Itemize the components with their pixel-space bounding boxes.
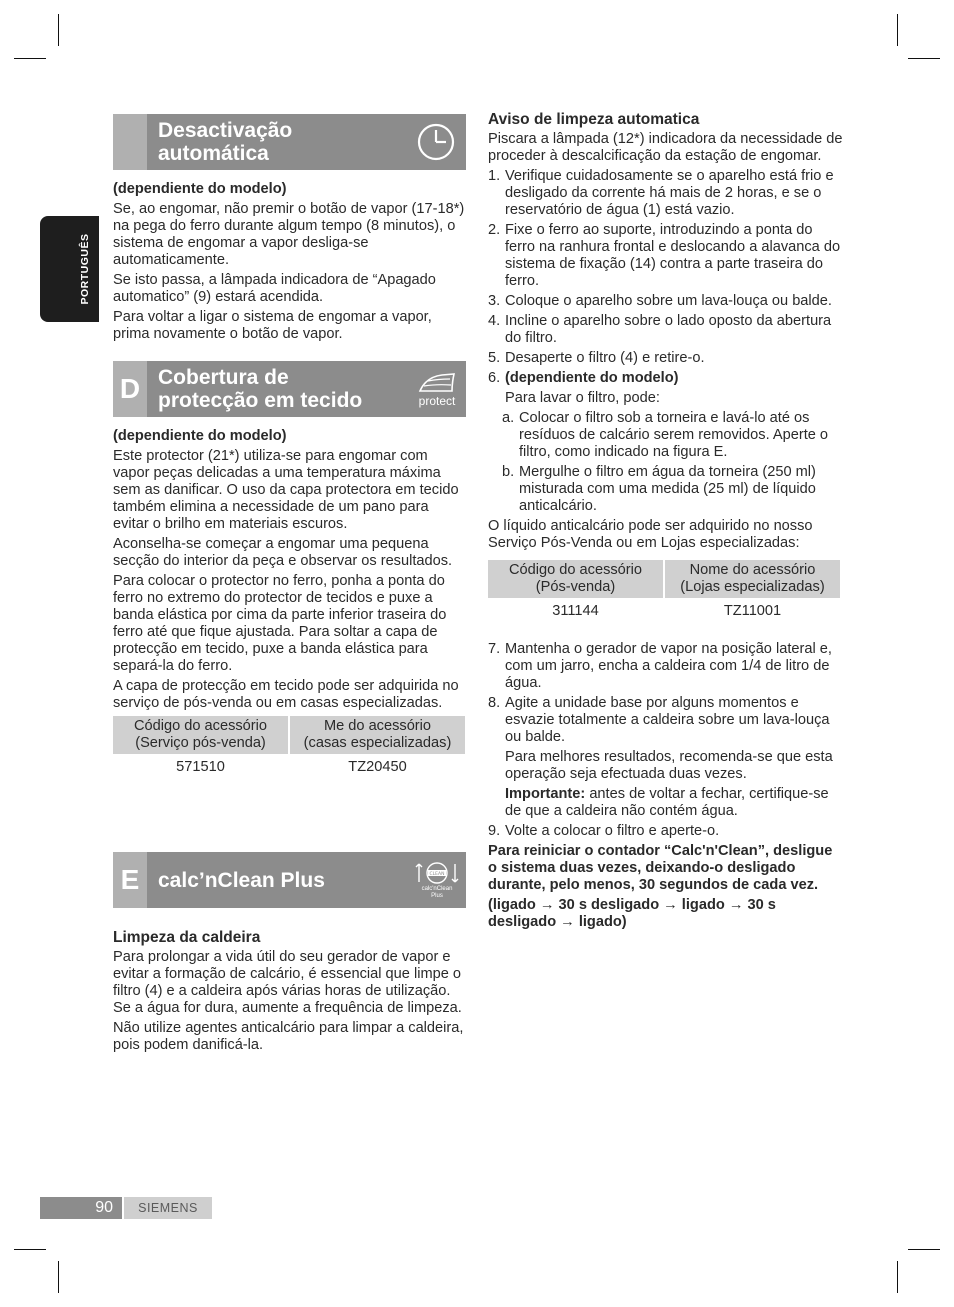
paragraph: Aconselha-se começar a engomar uma pequena secção do interior da peça e observar os resultados. [113, 536, 453, 569]
section-body-e [113, 929, 469, 1057]
paragraph: Se, ao engomar, não premir o botão de vapor (17-18*) na pega do ferro durante algum tempo (8 minutos), o sistema de engomar a vapor desliga-se automaticamente. [113, 201, 465, 268]
icon-label: calc'nClean Plus [421, 886, 453, 899]
model-note: (dependiente do modelo) [113, 428, 287, 444]
table-cell: 311144 [552, 603, 599, 619]
crop-mark [58, 1261, 59, 1293]
crop-mark [14, 58, 46, 59]
section-header-auto-off [113, 114, 466, 170]
paragraph: Piscara a lâmpada (12*) indicadora da necessidade de proceder à descalcificação da estação de engomar. [488, 131, 843, 164]
table-cell: 571510 [176, 759, 225, 775]
table-header-code: Código do acessório (Serviço pós-venda) [113, 716, 288, 754]
list-item: 8. Agite a unidade base por alguns momentos e esvazie totalmente a caldeira sobre um lava-louça ou balde. Para melhores resultados, recomenda-se que esta operação seja efectuada duas vezes. Importante: antes de voltar a fechar, certifique-se de que a caldeira não contém água. [488, 695, 843, 820]
important-note: Importante: antes de voltar a fechar, certifique-se de que a caldeira não contém água. [505, 786, 829, 819]
page-number: 90 [40, 1197, 122, 1219]
reset-instruction: Para reiniciar o contador “Calc'n'Clean”, desligue o sistema duas vezes, deixando-o desligado durante, pelo menos, 30 segundos de cada vez. [488, 843, 833, 893]
section-title: calc’nClean Plus [158, 868, 325, 892]
calc-n-clean-icon [408, 852, 466, 908]
crop-mark [908, 58, 940, 59]
paragraph: Não utilize agentes anticalcário para limpar a caldeira, pois podem danificá-la. [113, 1020, 464, 1053]
table-cell: TZ11001 [723, 603, 782, 619]
iron-protect-icon [408, 361, 466, 417]
accessory-table [486, 560, 842, 625]
steps-list [488, 641, 843, 840]
crop-mark [897, 1261, 898, 1293]
list-item: 2. Fixe o ferro ao suporte, introduzindo a ponta do ferro na ranhura frontal e deslocando a alavanca do sistema de fixação (14) contra a parte traseira do ferro. [488, 222, 841, 289]
language-tab [40, 216, 99, 322]
paragraph: Para melhores resultados, recomenda-se que esta operação seja efectuada duas vezes. [505, 749, 833, 782]
crop-mark [14, 1249, 46, 1250]
section-body-d [113, 428, 467, 781]
list-item: 4. Incline o aparelho sobre o lado oposto da abertura do filtro. [488, 313, 832, 346]
table-row [488, 598, 840, 625]
step6-intro: Para lavar o filtro, pode: [505, 390, 660, 406]
table-header-name: Nome do acessório (Lojas especializadas) [665, 560, 840, 598]
table-cell: TZ20450 [348, 759, 407, 775]
section-letter: E [113, 852, 147, 908]
section-letter: D [113, 361, 147, 417]
paragraph: Para colocar o protector no ferro, ponha a ponta do ferro no extremo do protector de tecidos e puxe a banda elástica por cima da parte inferior traseira do ferro até que fique ajustada. Para soltar a capa de protecção em tecido, puxe a banda elástica para separá-la do ferro. [113, 573, 447, 674]
table-row [113, 754, 465, 781]
subheading: Limpeza da caldeira [113, 929, 261, 946]
sub-list [502, 410, 843, 515]
accessory-table [111, 716, 467, 781]
list-item: 3. Coloque o aparelho sobre um lava-louça ou balde. [488, 293, 832, 309]
list-item: a. Colocar o filtro sob a torneira e lavá-lo até os resíduos de calcário serem removidos. Aperte o filtro, como indicado na figura E. [502, 410, 829, 460]
paragraph: Para prolongar a vida útil do seu gerador de vapor e evitar a formação de calcário, é essencial que limpe o filtro (4) e a caldeira após várias horas de utilização. Se a água for dura, aumente a frequência de limpeza. [113, 949, 462, 1016]
crop-mark [908, 1249, 940, 1250]
model-note: (dependiente do modelo) [113, 181, 287, 197]
crop-mark [897, 14, 898, 46]
paragraph: Para voltar a ligar o sistema de engomar a vapor, prima novamente o botão de vapor. [113, 309, 432, 342]
steps-list [488, 168, 843, 515]
list-item: b. Mergulhe o filtro em água da torneira (250 ml) misturada com uma medida (25 ml) de líquido anticalcário. [502, 464, 816, 514]
paragraph: O líquido anticalcário pode ser adquirido no nosso Serviço Pós-Venda ou em Lojas especializadas: [488, 518, 813, 551]
list-item: 9. Volte a colocar o filtro e aperte-o. [488, 823, 720, 839]
icon-label: protect [418, 393, 456, 408]
crop-mark [58, 14, 59, 46]
subheading: Aviso de limpeza automatica [488, 111, 700, 128]
brand-label: SIEMENS [124, 1197, 212, 1219]
table-header-code: Código do acessório (Pós-venda) [488, 560, 663, 598]
list-item: 1. Verifique cuidadosamente se o aparelho está frio e desligado da corrente há mais de 2 horas, e se o reservatório de água (1) está vazio. [488, 168, 834, 218]
clock-icon [406, 114, 466, 170]
table-header-name: Me do acessório (casas especializadas) [290, 716, 465, 754]
icon-badge: CLEAN [429, 872, 445, 877]
reset-sequence: (ligado → 30 s desligado → ligado → 30 s desligado → ligado) [488, 897, 776, 930]
section-tab [113, 114, 147, 170]
language-label: PORTUGUÊS [79, 233, 91, 305]
list-item: 5. Desaperte o filtro (4) e retire-o. [488, 350, 705, 366]
section-title: Cobertura de protecção em tecido [158, 366, 363, 412]
section-header-e [113, 852, 466, 908]
page-footer [40, 1197, 212, 1219]
section-header-d [113, 361, 466, 417]
right-column [488, 111, 843, 934]
section-title: Desactivação automática [158, 119, 293, 165]
list-item: 6. (dependiente do modelo) Para lavar o filtro, pode: a. Colocar o filtro sob a torneira e lavá-lo até os resíduos de calcário serem removidos. Aperte o filtro, como indicado na figura E. b. Mergulhe o filtro em água da torneira (250 ml) misturada com uma medida (25 ml) de líquido anticalcário. [488, 370, 843, 515]
paragraph: A capa de protecção em tecido pode ser adquirida no serviço de pós-venda ou em casas especializadas. [113, 678, 459, 711]
paragraph: Se isto passa, a lâmpada indicadora de “Apagado automatico” (9) estará acendida. [113, 272, 436, 305]
paragraph: Este protector (21*) utiliza-se para engomar com vapor peças delicadas a uma temperatura máxima sem as danificar. O uso da capa protectora em tecido também elimina a necessidade de um pano para evitar o brilho em materiais escuros. [113, 448, 459, 532]
section-body-auto-off [113, 181, 467, 346]
list-item: 7. Mantenha o gerador de vapor na posição lateral e, com um jarro, encha a caldeira com 1/4 de litro de água. [488, 641, 832, 691]
